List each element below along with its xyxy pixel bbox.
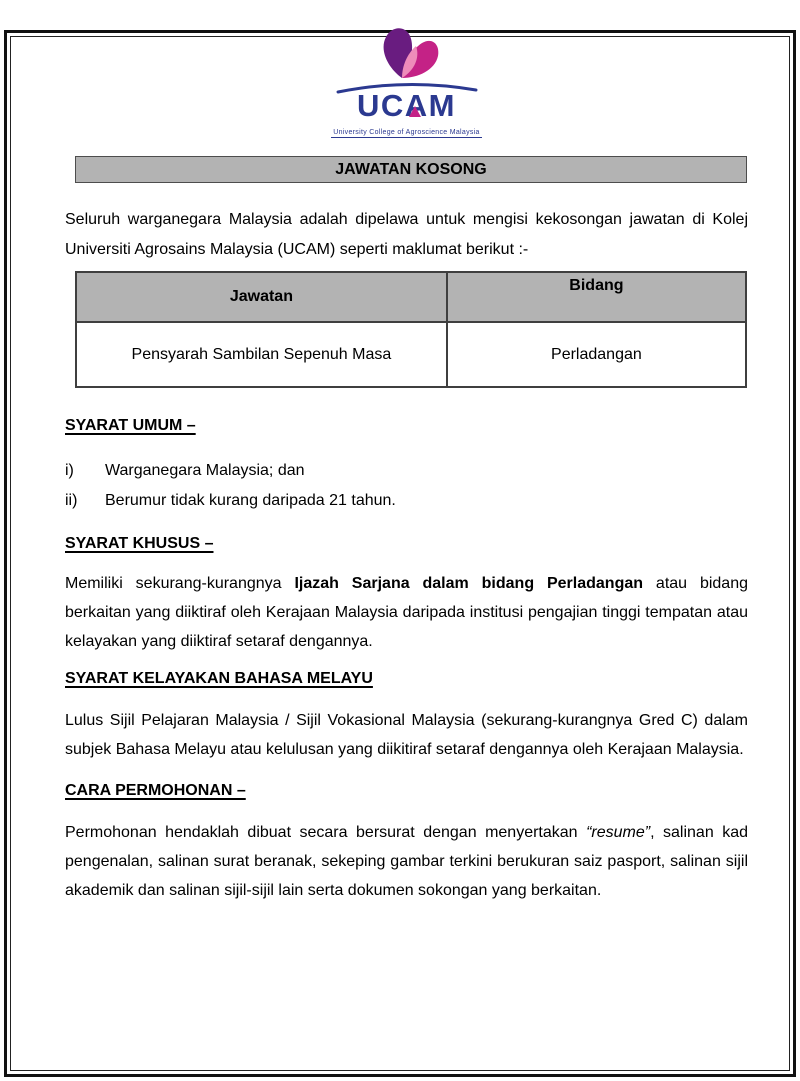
heading-syarat-umum: SYARAT UMUM – [65,417,196,434]
table-row [76,322,746,387]
intro-paragraph: Seluruh warganegara Malaysia adalah dipelawa untuk mengisi kekosongan jawatan di Kolej Universiti Agrosains Malaysia (UCAM) seperti maklumat berikut :- [65,211,748,258]
heading-syarat-khusus: SYARAT KHUSUS – [65,535,214,552]
list-item-text: Warganegara Malaysia; dan [105,462,305,479]
ucam-flower-icon [332,26,482,96]
ucam-logo-block [331,26,481,139]
list-item-text: Berumur tidak kurang daripada 21 tahun. [105,492,396,509]
cell-bidang: Perladangan [447,322,746,387]
page-title-banner: JAWATAN KOSONG [75,156,747,183]
list-marker: i) [65,462,74,479]
ucam-wordmark-text: UCAM [357,88,456,123]
column-header-bidang: Bidang [447,272,746,322]
syarat-bahasa-paragraph: Lulus Sijil Pelajaran Malaysia / Sijil Vokasional Malaysia (sekurang-kurangnya Gred C) dalam subjek Bahasa Melayu atau kelulusan yang diikitiraf setaraf dengannya oleh Kerajaan Malaysia. [65,712,748,758]
syarat-khusus-paragraph: Memiliki sekurang-kurangnya Ijazah Sarjana dalam bidang Perladangan atau bidang berkaitan yang diiktiraf oleh Kerajaan Malaysia daripada institusi pengajian tinggi tempatan atau kelayakan yang diiktiraf setaraf dengannya. [65,575,748,650]
ucam-logo [65,26,748,139]
vacancy-table [75,271,747,388]
column-header-jawatan: Jawatan [76,272,447,322]
letter-a-triangle-icon [409,106,421,117]
cara-permohonan-paragraph: Permohonan hendaklah dibuat secara bersurat dengan menyertakan “resume”, salinan kad pengenalan, salinan surat beranak, sekeping gambar terkini berukuran saiz pasport, salinan sijil akademik dan salinan sijil-sijil lain serta dokumen sokongan yang berkaitan. [65,824,748,899]
ucam-tagline: University College of Agroscience Malaysia [333,129,480,136]
list-marker: ii) [65,492,78,509]
heading-cara-permohonan: CARA PERMOHONAN – [65,782,246,799]
table-header-row [76,272,746,322]
heading-syarat-bahasa: SYARAT KELAYAKAN BAHASA MELAYU [65,670,373,687]
list-item [65,456,748,486]
document-page [0,26,800,905]
ucam-wordmark [357,88,456,123]
list-item [65,486,748,516]
cell-jawatan: Pensyarah Sambilan Sepenuh Masa [76,322,447,387]
syarat-umum-list [65,456,748,516]
